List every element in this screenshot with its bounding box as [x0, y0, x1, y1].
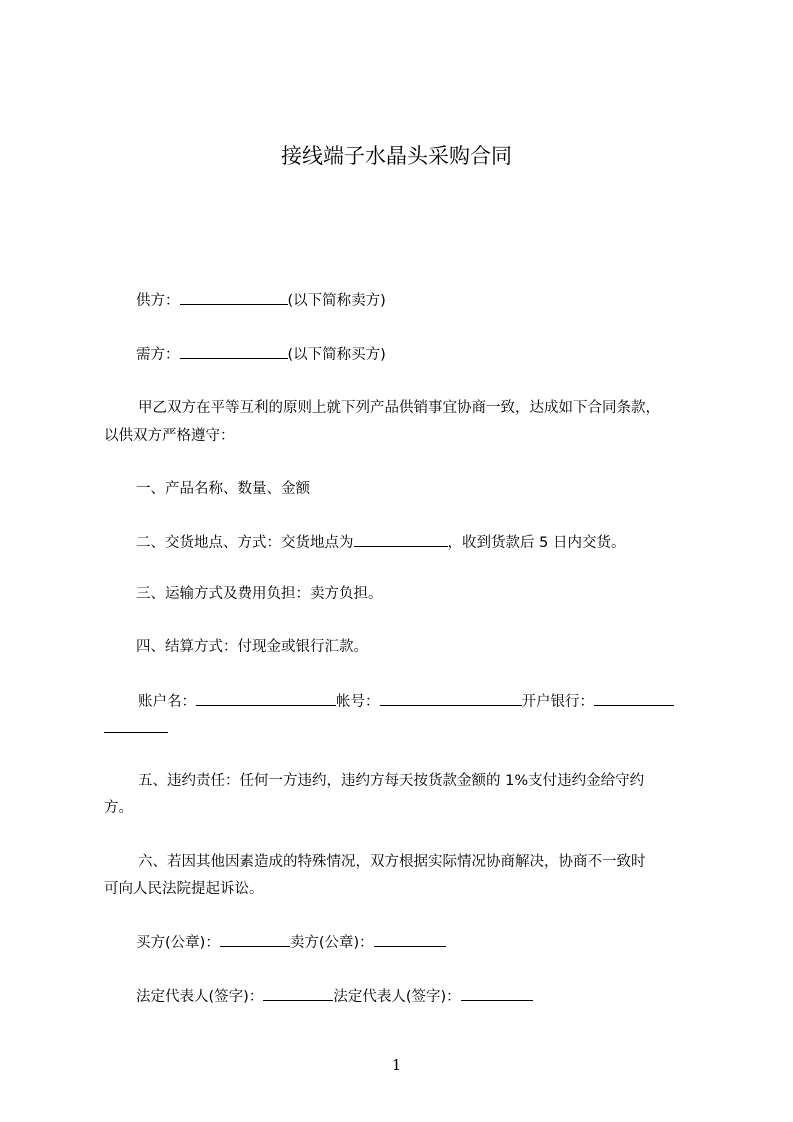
clause-2-suffix: ，收到货款后 5 日内交货。: [447, 535, 626, 551]
clause-3: 三、运输方式及费用负担：卖方负担。: [136, 586, 383, 602]
account-name-blank[interactable]: [196, 691, 336, 706]
seller-seal-label: 卖方(公章)：: [289, 935, 374, 951]
clause-1: 一、产品名称、数量、金额: [136, 481, 310, 497]
supplier-blank[interactable]: [180, 290, 288, 305]
buyer-seal-blank[interactable]: [220, 932, 290, 947]
page-number: 1: [391, 1056, 402, 1074]
account-number-label: 帐号：: [336, 694, 380, 710]
buyer-signature-label: 法定代表人(签字)：: [136, 989, 264, 1005]
clause-4: 四、结算方式：付现金或银行汇款。: [136, 639, 368, 655]
supplier-line: [136, 290, 736, 311]
account-name-label: 账户名：: [138, 694, 196, 710]
signature-line: [136, 986, 736, 1007]
buyer-signature-blank[interactable]: [263, 986, 333, 1001]
bank-blank[interactable]: [594, 691, 674, 706]
buyer-seal-label: 买方(公章)：: [136, 935, 220, 951]
account-line-continuation: [104, 718, 704, 739]
bank-label: 开户银行：: [521, 694, 594, 710]
intro-line-2: 以供双方严格遵守：: [104, 428, 235, 444]
buyer-suffix: (以下简称买方): [287, 347, 386, 363]
clause-6-line-1: 六、若因其他因素造成的特殊情况，双方根据实际情况协商解决，协商不一致时: [138, 854, 646, 870]
buyer-line: [136, 344, 736, 365]
clause-6-line-2: 可向人民法院提起诉讼。: [104, 881, 264, 897]
account-line: [138, 691, 738, 712]
buyer-blank[interactable]: [180, 344, 288, 359]
seller-seal-blank[interactable]: [374, 932, 446, 947]
account-number-blank[interactable]: [380, 691, 522, 706]
clause-5-line-2: 方。: [104, 800, 133, 816]
buyer-label: 需方：: [136, 347, 180, 363]
delivery-location-blank[interactable]: [354, 532, 448, 547]
clause-2-prefix: 二、交货地点、方式：交货地点为: [136, 535, 354, 551]
intro-line-1: 甲乙双方在平等互利的原则上就下列产品供销事宜协商一致，达成如下合同条款，: [138, 400, 660, 416]
seller-signature-blank[interactable]: [461, 986, 533, 1001]
clause-2: [136, 532, 736, 553]
bank-blank-continuation[interactable]: [104, 718, 168, 733]
supplier-suffix: (以下简称卖方): [287, 293, 386, 309]
supplier-label: 供方：: [136, 293, 180, 309]
seller-signature-label: 法定代表人(签字)：: [333, 989, 461, 1005]
seal-line: [136, 932, 736, 953]
document-title: 接线端子水晶头采购合同: [281, 144, 512, 168]
clause-5-line-1: 五、违约责任：任何一方违约，违约方每天按货款金额的 1%支付违约金给守约: [138, 773, 645, 789]
